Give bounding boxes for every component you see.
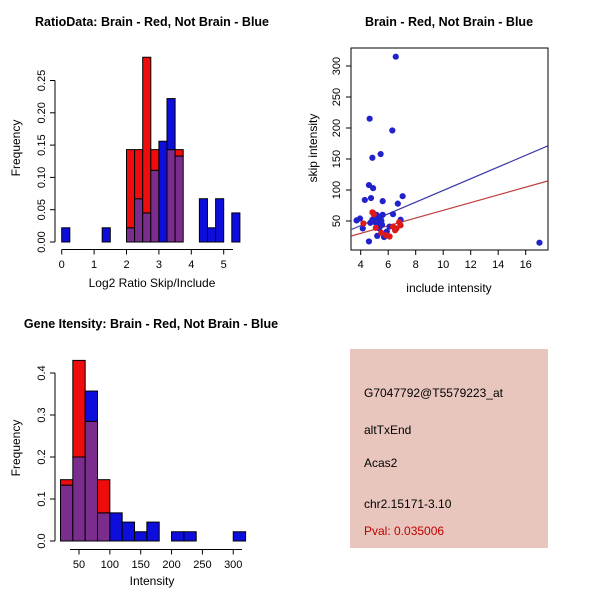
info-panel	[350, 349, 548, 548]
scatter-title: Brain - Red, Not Brain - Blue	[364, 15, 534, 29]
svg-text:250: 250	[193, 559, 212, 571]
pvalue-text: Pval: 0.035006	[364, 524, 445, 538]
scatter-xlabel: include intensity	[406, 281, 492, 295]
ratio-histogram-xlabel: Log2 Ratio Skip/Include	[88, 276, 216, 290]
svg-text:300: 300	[224, 559, 243, 571]
svg-text:4: 4	[188, 259, 195, 271]
svg-text:0.0: 0.0	[36, 533, 48, 549]
svg-text:0.00: 0.00	[36, 231, 48, 253]
svg-text:12: 12	[464, 259, 477, 271]
svg-text:4: 4	[357, 259, 364, 271]
svg-text:2: 2	[123, 259, 130, 271]
probe-id-text: G7047792@T5579223_at	[364, 386, 503, 400]
svg-text:0.4: 0.4	[36, 365, 48, 381]
gene-histogram-ylabel: Frequency	[9, 419, 23, 477]
svg-text:14: 14	[492, 259, 505, 271]
ratio-histogram-title: RatioData: Brain - Red, Not Brain - Blue	[34, 15, 270, 29]
svg-text:50: 50	[331, 214, 343, 228]
svg-text:0.20: 0.20	[36, 102, 48, 124]
gene-histogram-xlabel: Intensity	[129, 574, 175, 588]
svg-text:300: 300	[331, 56, 343, 76]
svg-text:150: 150	[331, 149, 343, 169]
svg-text:5: 5	[220, 259, 227, 271]
gene-histogram-title: Gene Itensity: Brain - Red, Not Brain - Blue	[23, 317, 279, 331]
svg-text:0.1: 0.1	[36, 491, 48, 507]
svg-text:8: 8	[412, 259, 419, 271]
svg-text:0.15: 0.15	[36, 134, 48, 156]
svg-text:250: 250	[331, 87, 343, 107]
svg-text:0.05: 0.05	[36, 198, 48, 221]
gene-name-text: Acas2	[364, 456, 398, 470]
svg-text:200: 200	[162, 559, 181, 571]
svg-text:3: 3	[155, 259, 162, 271]
svg-text:150: 150	[131, 559, 150, 571]
ratio-histogram-ylabel: Frequency	[9, 119, 23, 177]
scatter-ylabel: skip intensity	[306, 113, 320, 183]
svg-text:0.25: 0.25	[36, 69, 48, 92]
event-type-text: altTxEnd	[364, 423, 412, 437]
svg-text:0: 0	[58, 259, 65, 271]
svg-text:100: 100	[331, 180, 343, 200]
chromosome-location-text: chr2.15171-3.10	[364, 497, 452, 511]
svg-text:100: 100	[100, 559, 120, 571]
svg-text:16: 16	[519, 259, 532, 271]
svg-text:1: 1	[91, 259, 98, 271]
svg-text:10: 10	[437, 259, 450, 271]
svg-text:0.10: 0.10	[36, 166, 48, 189]
svg-text:200: 200	[331, 118, 343, 138]
svg-text:0.3: 0.3	[36, 407, 48, 423]
svg-text:50: 50	[72, 559, 86, 571]
svg-text:6: 6	[385, 259, 392, 271]
svg-text:0.2: 0.2	[36, 449, 48, 465]
